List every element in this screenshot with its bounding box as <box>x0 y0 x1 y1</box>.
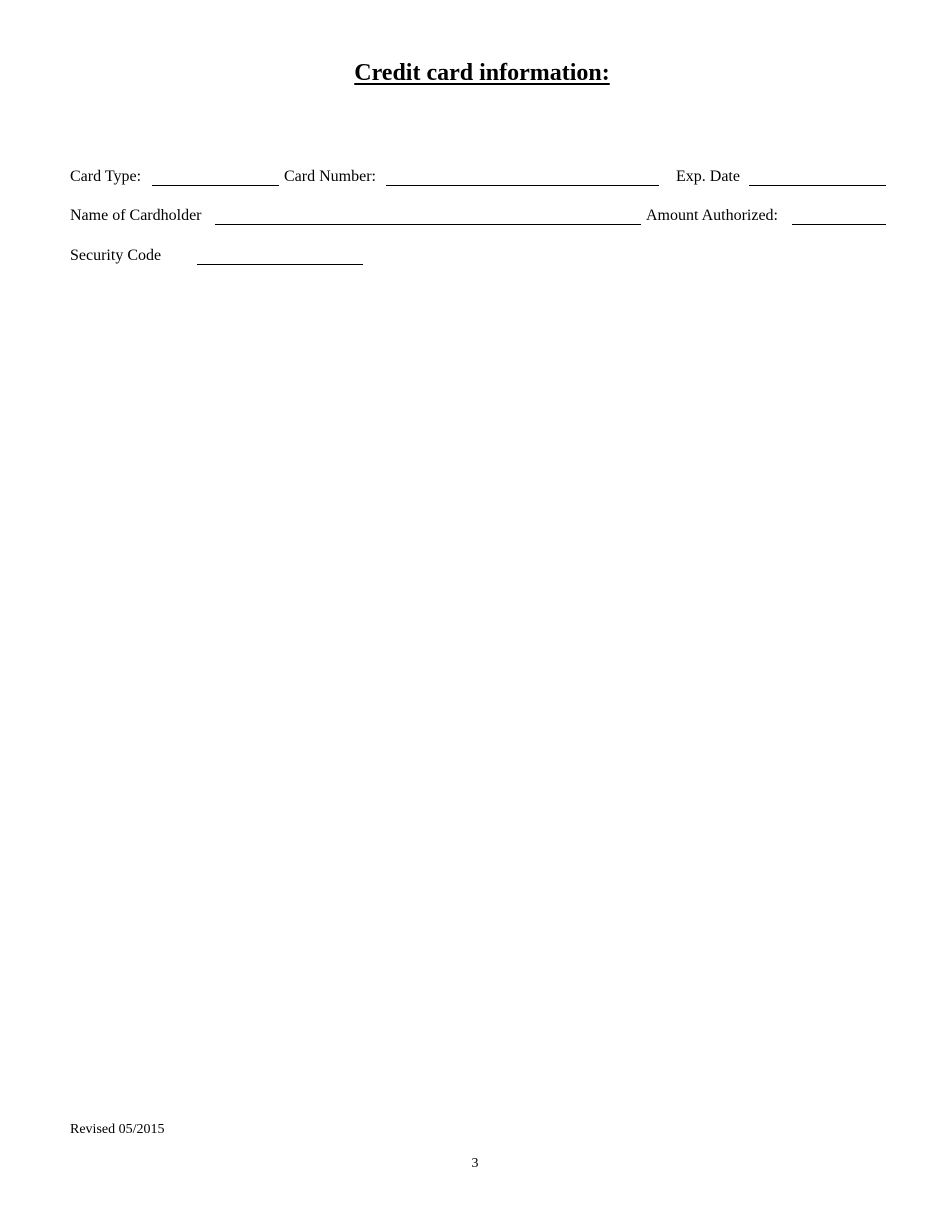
cardholder-row <box>70 206 890 228</box>
page-number: 3 <box>471 1156 479 1171</box>
card-type-label: Card Type: <box>70 168 142 185</box>
card-type-field[interactable] <box>152 185 279 186</box>
card-details-row <box>70 167 890 189</box>
exp-date-label: Exp. Date <box>676 168 740 185</box>
cardholder-name-field[interactable] <box>215 224 641 225</box>
card-number-field[interactable] <box>386 185 659 186</box>
page-title: Credit card information: <box>354 60 610 86</box>
cardholder-name-label: Name of Cardholder <box>70 207 202 224</box>
amount-authorized-field[interactable] <box>792 224 886 225</box>
security-code-field[interactable] <box>197 264 363 265</box>
revision-date: Revised 05/2015 <box>70 1122 165 1137</box>
card-number-label: Card Number: <box>284 168 376 185</box>
security-code-row <box>70 246 890 268</box>
exp-date-field[interactable] <box>749 185 886 186</box>
amount-authorized-label: Amount Authorized: <box>646 207 778 224</box>
security-code-label: Security Code <box>70 247 162 264</box>
